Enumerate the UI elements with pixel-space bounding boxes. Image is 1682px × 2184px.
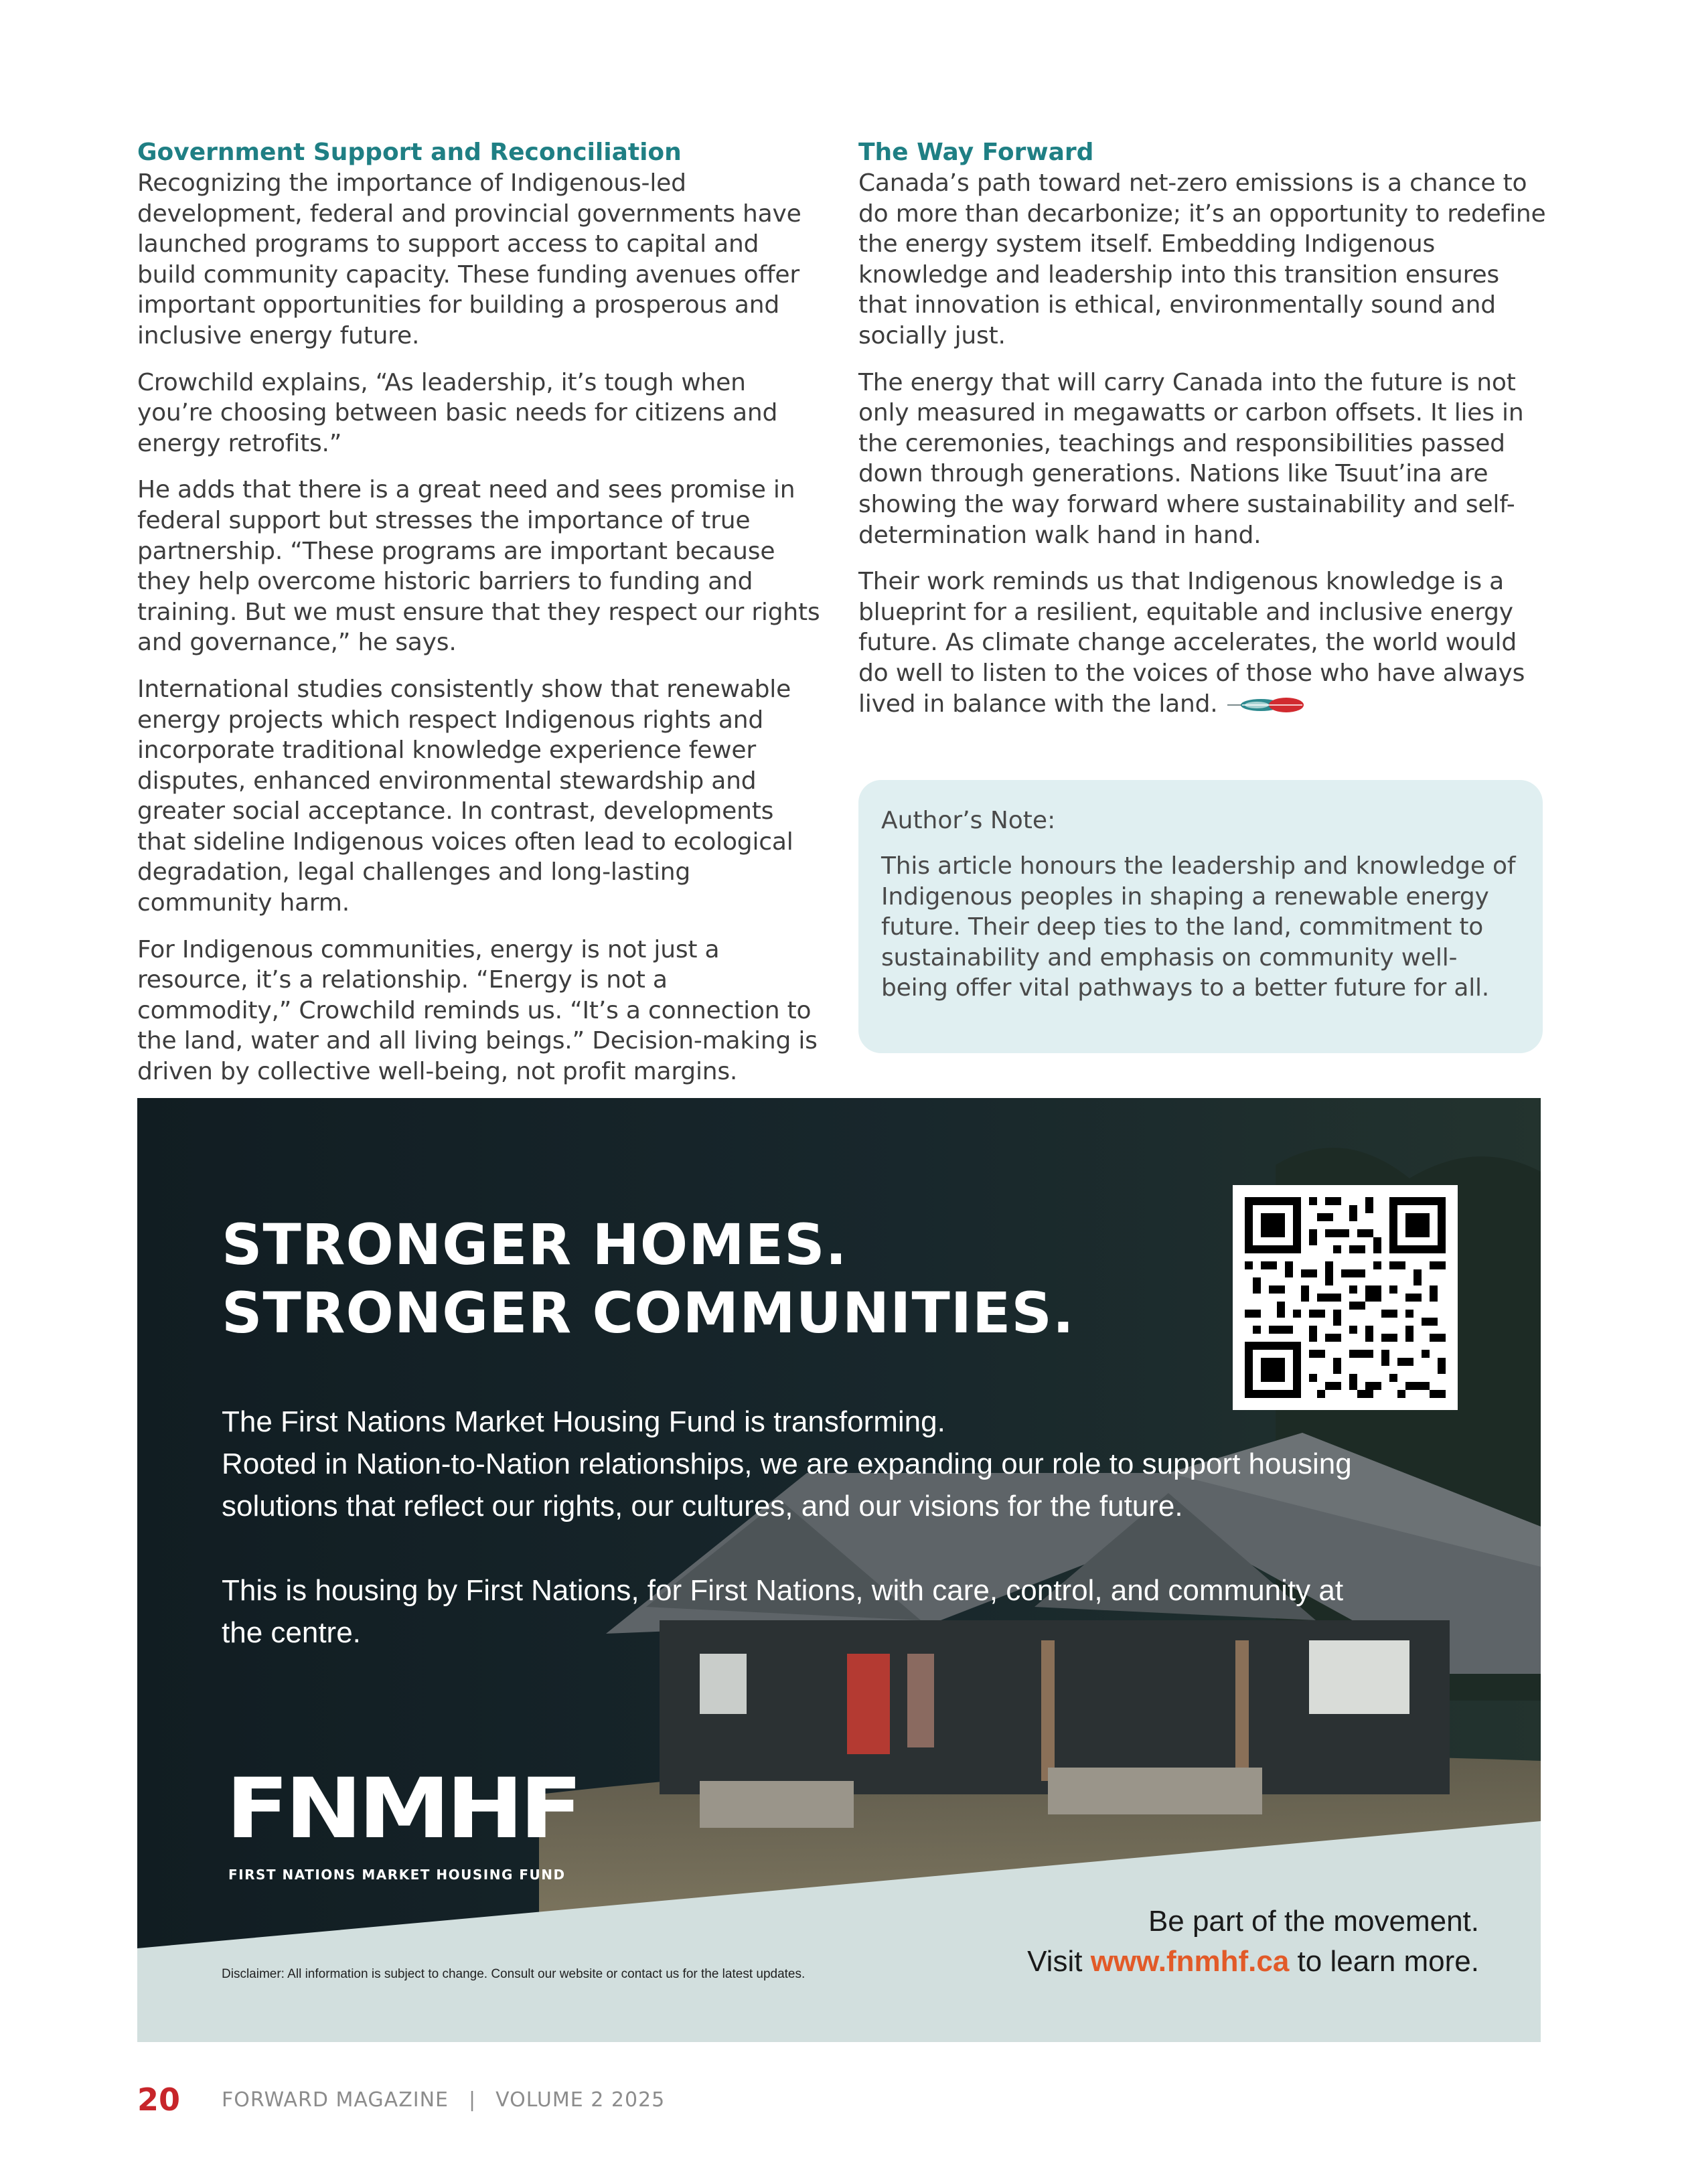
feather-icon xyxy=(1227,694,1306,716)
authors-note-title: Author’s Note: xyxy=(881,807,1056,834)
page-number: 20 xyxy=(137,2082,181,2118)
authors-note-box xyxy=(858,780,1543,1053)
cta-end-text: to learn more. xyxy=(1289,1945,1479,1978)
ad-call-to-action xyxy=(1027,1901,1479,1982)
page-footer xyxy=(137,2081,665,2118)
ad-headline-line: STRONGER COMMUNITIES. xyxy=(222,1280,1075,1346)
volume-label: VOLUME 2 2025 xyxy=(495,2088,666,2112)
ad-body-text xyxy=(222,1401,1373,1654)
website-link[interactable]: www.fnmhf.ca xyxy=(1090,1945,1290,1978)
paragraph: Crowchild explains, “As leadership, it’s tough when you’re choosing between basic needs for citizens and energy retrofits.” xyxy=(137,368,778,457)
section-heading-way-forward: The Way Forward xyxy=(858,139,1094,166)
ad-headline xyxy=(222,1211,1075,1347)
ad-disclaimer: Disclaimer: All information is subject to change. Consult our website or contact us for the latest updates. xyxy=(222,1967,806,1981)
paragraph-last xyxy=(858,566,1548,719)
cta-visit-line xyxy=(1027,1942,1479,1982)
paragraph: Canada’s path toward net-zero emissions is a chance to do more than decarbonize; it’s an opportunity to redefine the energy system itself. Embedding Indigenous knowledge and leadership into this transition ensures that innovation is ethical, environmentally sound and socially just. xyxy=(858,169,1546,349)
ad-body-line: The First Nations Market Housing Fund is transforming. xyxy=(222,1405,945,1438)
paragraph: Recognizing the importance of Indigenous-led development, federal and provincial governments have launched programs to support access to capital and build community capacity. These funding avenues offer important opportunities for building a prosperous and inclusive energy future. xyxy=(137,169,801,349)
fnmhf-logo xyxy=(226,1761,579,1883)
paragraph: He adds that there is a great need and sees promise in federal support but stresses the importance of true partnership. “These programs are important because they help overcome historic barriers to funding and training. But we must ensure that they respect our rights and governance,” he says. xyxy=(137,476,820,657)
paragraph: International studies consistently show that renewable energy projects which respect Indigenous rights and incorporate traditional knowledge experience fewer disputes, enhanced environmental stewardship and greater social acceptance. In contrast, developments that sideline Indigenous voices often lead to ecological degradation, legal challenges and long-lasting community harm. xyxy=(137,675,793,917)
paragraph: The energy that will carry Canada into the future is not only measured in megawatts or carbon offsets. It lies in the ceremonies, teachings and responsibilities passed down through generations. Nations like Tsuut’ina are showing the way forward where sustainability and self-determination walk hand in hand. xyxy=(858,368,1524,549)
cta-visit-text: Visit xyxy=(1027,1945,1091,1978)
ad-body-line: Rooted in Nation-to-Nation relationships, we are expanding our role to support housing solutions that reflect our rights, our cultures, and our visions for the future. xyxy=(222,1448,1352,1523)
right-column xyxy=(858,137,1548,735)
magazine-name: FORWARD MAGAZINE xyxy=(222,2088,449,2112)
paragraph-text: Their work reminds us that Indigenous knowledge is a blueprint for a resilient, equitable and inclusive energy future. As climate change accelerates, the world would do well to listen to the voices of those who have always lived in balance with the land. xyxy=(858,568,1525,718)
logo-wordmark: FNMHF xyxy=(226,1761,579,1857)
cta-line: Be part of the movement. xyxy=(1148,1905,1479,1938)
qr-code-icon[interactable] xyxy=(1233,1185,1458,1410)
qr-code-graphic xyxy=(1245,1197,1446,1398)
fnmhf-advertisement xyxy=(137,1098,1541,2042)
paragraph: For Indigenous communities, energy is not just a resource, it’s a relationship. “Energy is not a commodity,” Crowchild reminds us. “It’s a connection to the land, water and all living beings.” Decision-making is driven by collective well-being, not profit margins. xyxy=(137,935,818,1086)
left-column xyxy=(137,137,820,1103)
footer-separator: | xyxy=(468,2088,476,2112)
authors-note-body: This article honours the leadership and knowledge of Indigenous peoples in shaping a renewable energy future. Their deep ties to the land, commitment to sustainability and emphasis on community well-being offer vital pathways to a better future for all. xyxy=(881,852,1516,1002)
ad-body-line: This is housing by First Nations, for First Nations, with care, control, and community at the centre. xyxy=(222,1574,1344,1649)
logo-subtext: FIRST NATIONS MARKET HOUSING FUND xyxy=(228,1867,566,1883)
section-heading-government-support: Government Support and Reconciliation xyxy=(137,139,682,166)
ad-headline-line: STRONGER HOMES. xyxy=(222,1212,848,1277)
